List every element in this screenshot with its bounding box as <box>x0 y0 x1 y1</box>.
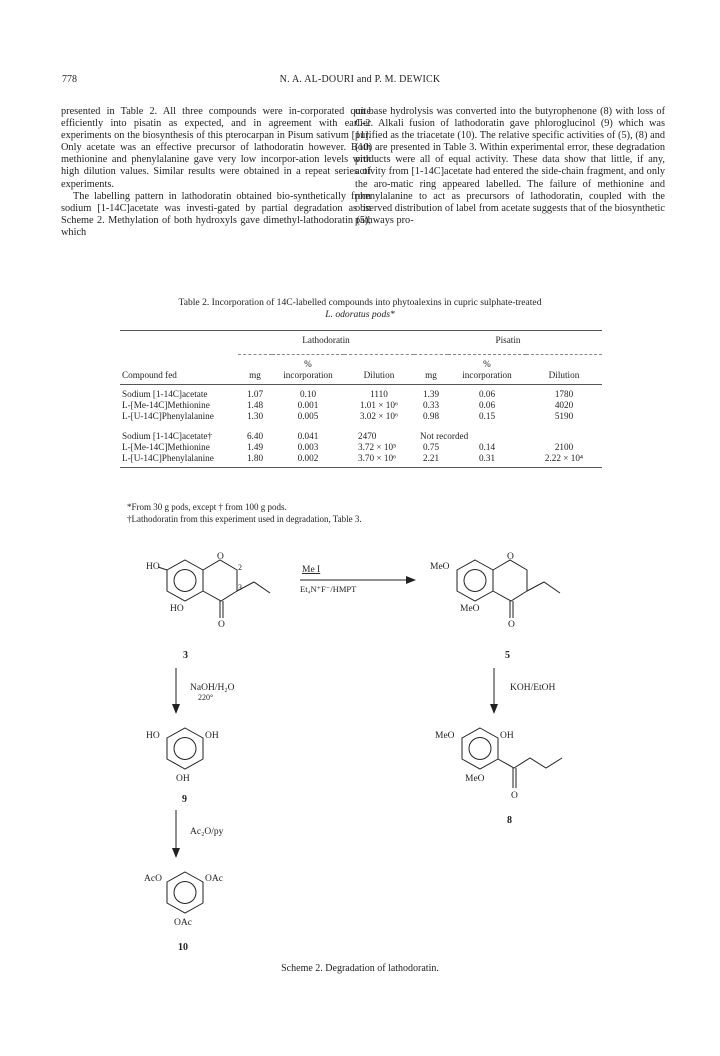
atom-meo: MeO <box>435 731 455 741</box>
header-mg-2: mg <box>425 369 437 380</box>
atom-aco: AcO <box>144 874 162 884</box>
cell-mg: 1.30 <box>246 410 264 421</box>
table-row <box>120 384 602 400</box>
atom-o: O <box>218 620 225 630</box>
compound-label-10: 10 <box>178 942 188 953</box>
position-3: 3 <box>238 583 242 592</box>
cell-dilution: 1.01 × 10⁶ <box>359 399 399 410</box>
cell-mg: 1.49 <box>246 441 264 452</box>
cell-mg: 0.75 <box>422 441 440 452</box>
table-row <box>120 422 602 442</box>
cell-incorporation: 0.001 <box>297 399 319 410</box>
cell-incorporation: 0.06 <box>478 399 496 410</box>
table-caption <box>120 297 600 321</box>
cell-dilution: 1780 <box>554 388 574 399</box>
atom-oh: OH <box>176 774 190 784</box>
cell-mg: 6.40 <box>246 430 264 441</box>
header-mg-1: mg <box>249 369 261 380</box>
right-paragraph-1: on base hydrolysis was converted into the butyrophenone (8) with loss of C-2. Alkali fusion of lathodoratin gave phloroglucinol (9) which was purified as the triacetate (10). The relative specific activities of (5), (8) and (10) are presented in Table 3. Within experimental error, these degradation products were all of equal activity. These data show that little, if any, activity from [1-14C]acetate had entered the side-chain fragment, and only the aro-matic ring appeared labelled. The failure of methionine and phenylalanine to act as precursors of lathodoratin, coupled with the observed distribution of label from acetate suggests that of the biosynthetic pathways pro- <box>355 106 665 226</box>
cell-compound: L-[Me-14C]Methionine <box>122 399 210 410</box>
cell-dilution: 4020 <box>554 399 574 410</box>
left-paragraph-2: The labelling pattern in lathodoratin obtained bio-synthetically from sodium [1-14C]acetate was investi-gated by partial degradation as in Scheme 2. Methylation of both hydroxyls gave dimethyl-lathodoratin (5), which <box>61 190 371 238</box>
left-paragraph-1: presented in Table 2. All three compounds were in-corporated quite efficiently into pisatin as expected, and in agreement with earlier experiments on the biosynthesis of this pterocarpan in Pisum sativum [11]. Only acetate was an effective precursor of lathodoratin however. Both methionine and phenylalanine gave very low incorpor-ation levels with high dilution values. Similar results were obtained in a repeat series of experiments. <box>61 106 371 190</box>
atom-ho: HO <box>146 731 160 741</box>
group-pisatin: Pisatin <box>495 335 521 345</box>
cell-incorporation: 0.31 <box>448 453 526 468</box>
cell-mg: 1.80 <box>238 453 272 468</box>
compound-label-8: 8 <box>507 815 512 826</box>
atom-ho: HO <box>146 562 160 572</box>
reagent-et4nf: Et₄N⁺F⁻/HMPT <box>300 584 357 594</box>
table-pct-row <box>120 354 602 370</box>
cell-incorporation: 0.005 <box>297 410 319 421</box>
cell-incorporation: 0.06 <box>478 388 496 399</box>
cell-compound: L-[Me-14C]Methionine <box>122 441 210 452</box>
atom-o: O <box>508 620 515 630</box>
pct-label-1: % <box>304 358 312 369</box>
cell-dilution: 2100 <box>554 441 574 452</box>
atom-meo: MeO <box>460 604 480 614</box>
cell-dilution: 1110 <box>370 388 388 399</box>
cell-dilution: 2470 <box>358 430 377 441</box>
atom-o: O <box>217 552 224 562</box>
table-row <box>120 453 602 468</box>
cell-dilution: 3.72 × 10⁵ <box>358 441 397 452</box>
table-group-row <box>120 331 602 347</box>
atom-oh: OH <box>500 731 514 741</box>
right-column <box>355 106 665 227</box>
table-row <box>120 400 602 411</box>
cell-incorporation: 0.041 <box>297 430 319 441</box>
table-footnote-2: †Lathodoratin from this experiment used in degradation, Table 3. <box>127 514 362 524</box>
page-number: 778 <box>62 74 77 85</box>
table-row <box>120 442 602 453</box>
header-dilution-1: Dilution <box>363 369 395 380</box>
cell-incorporation: 0.14 <box>478 441 496 452</box>
cell-incorporation: 0.10 <box>299 388 317 399</box>
compound-label-3: 3 <box>183 650 188 661</box>
compound-label-5: 5 <box>505 650 510 661</box>
running-head: N. A. AL-DOURI and P. M. DEWICK <box>279 74 441 85</box>
cell-mg: 1.39 <box>422 388 440 399</box>
cell-mg: 1.48 <box>246 399 264 410</box>
cell-dilution: 3.70 × 10⁶ <box>344 453 414 468</box>
cell-dilution: 2.22 × 10⁴ <box>526 453 602 468</box>
pct-label-2: % <box>483 358 491 369</box>
scheme-2-diagram <box>0 540 720 960</box>
atom-meo: MeO <box>465 774 485 784</box>
table-caption-line-1: Table 2. Incorporation of 14C-labelled compounds into phytoalexins in cupric sulphate-treated <box>178 297 542 308</box>
cell-mg: 0.98 <box>422 410 440 421</box>
reagent-ac2o: Ac₂O/py <box>190 827 224 837</box>
reagent-mei: Me I <box>302 565 321 575</box>
header-incorporation-2: incorporation <box>462 369 512 380</box>
atom-ho: HO <box>170 604 184 614</box>
atom-o: O <box>511 791 518 801</box>
cell-compound: L-[U-14C]Phenylalanine <box>120 453 238 468</box>
table-header-row <box>120 370 602 385</box>
atom-oh: OH <box>205 731 219 741</box>
cell-incorporation: 0.15 <box>478 410 496 421</box>
cell-dilution: 5190 <box>554 410 574 421</box>
header-compound: Compound fed <box>122 369 177 380</box>
table-footnote-1: *From 30 g pods, except † from 100 g pods. <box>127 502 287 512</box>
position-2: 2 <box>238 563 242 572</box>
group-lathodoratin: Lathodoratin <box>302 335 350 345</box>
cell-dilution: 3.02 × 10⁶ <box>359 410 399 421</box>
atom-oac: OAc <box>205 874 223 884</box>
reagent-naoh: NaOH/H₂O <box>190 683 235 693</box>
cell-mg: 0.33 <box>422 399 440 410</box>
left-column <box>61 106 371 239</box>
page-header <box>0 74 720 88</box>
atom-oac: OAc <box>174 918 192 928</box>
header-dilution-2: Dilution <box>548 369 580 380</box>
cell-compound: L-[U-14C]Phenylalanine <box>122 410 214 421</box>
header-incorporation-1: incorporation <box>283 369 333 380</box>
reaction-temperature: 220° <box>198 693 214 702</box>
atom-o: O <box>507 552 514 562</box>
cell-mg: 2.21 <box>414 453 448 468</box>
incorporation-table <box>120 330 602 468</box>
cell-compound: Sodium [1-14C]acetate† <box>122 430 213 441</box>
table-caption-line-2: L. odoratus pods* <box>325 309 395 320</box>
cell-mg: 1.07 <box>246 388 264 399</box>
atom-meo: MeO <box>430 562 450 572</box>
compound-label-9: 9 <box>182 794 187 805</box>
cell-incorporation: 0.002 <box>272 453 344 468</box>
table-row <box>120 411 602 422</box>
cell-not-recorded: Not recorded <box>420 430 469 441</box>
scheme-caption: Scheme 2. Degradation of lathodoratin. <box>281 963 439 974</box>
cell-incorporation: 0.003 <box>297 441 319 452</box>
cell-compound: Sodium [1-14C]acetate <box>122 388 208 399</box>
reagent-koh: KOH/EtOH <box>510 683 556 693</box>
